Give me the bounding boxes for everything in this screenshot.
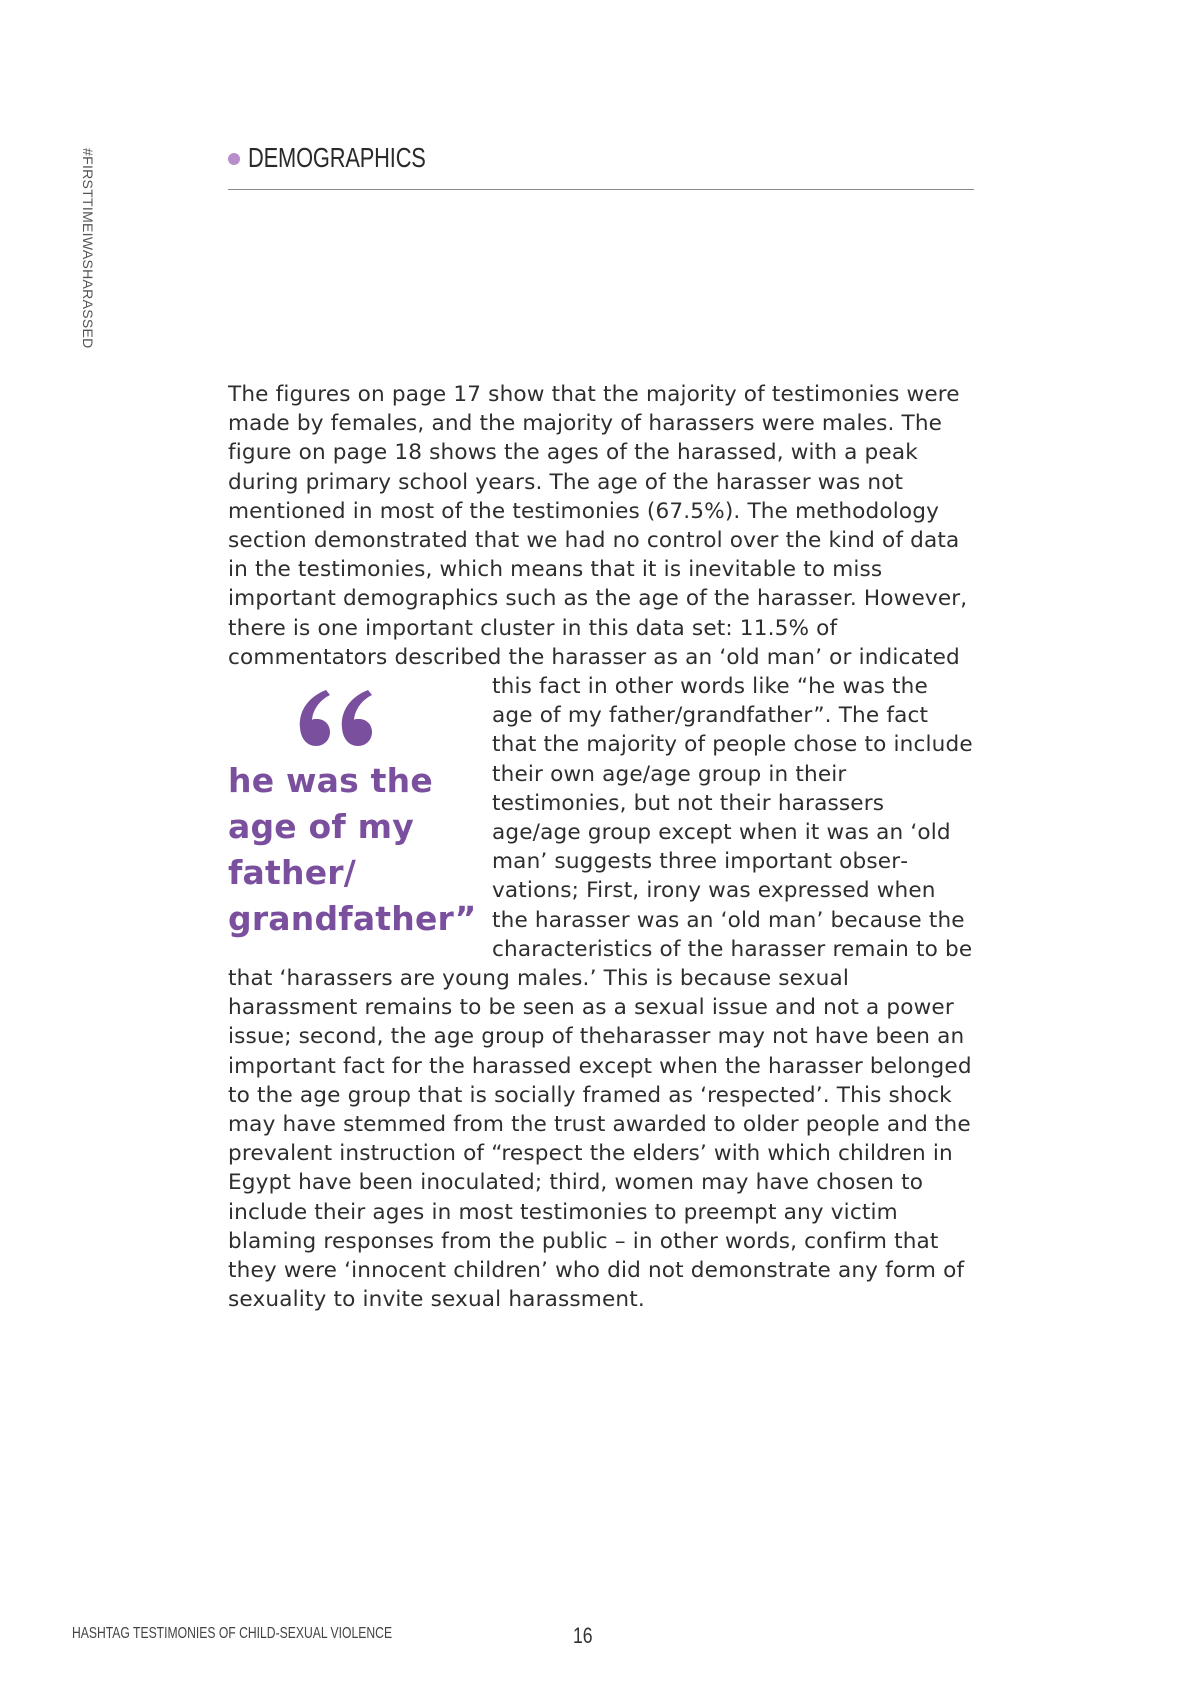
section-bullet-dot <box>228 153 240 165</box>
footer-publication-title: HASHTAG TESTIMONIES OF CHILD-SEXUAL VIOLENCE <box>72 1625 393 1642</box>
side-hashtag: #FIRSTTIMEIWASHARASSED <box>80 148 96 349</box>
pullquote-text: he was the age of my father/ grandfather” <box>228 761 477 939</box>
section-header <box>228 142 476 174</box>
section-title: DEMOGRAPHICS <box>248 142 426 173</box>
section-divider <box>228 189 974 190</box>
open-quote-icon <box>292 684 372 748</box>
pullquote <box>228 678 478 942</box>
paragraph-main: this fact in other words like “he was the age of my father/grandfather”. The fact that the majority of people chose to include their own age/age group in their testimonies, but not their harassers age/age group except when it was an ‘old man’ suggests three important observations; First, irony was expressed when the harasser was an ‘old man’ because the characteristics of the harasser remain to be that ‘harassers are young males.’ This is because sexual harassment remains to be seen as a sexual issue and not a power issue; second, the age group of theharasser may not have been an important fact for the harassed except when the harasser belonged to the age group that is socially framed as ‘respected’. This shock may have stemmed from the trust awarded to older people and the prevalent instruction of “respect the elders’ with which children in Egypt have been inoculated; third, women may have chosen to include their ages in most testimonies to preempt any victim blaming responses from the public – in other words, confirm that they were ‘innocent children’ who did not demonstrate any form of sexuality to invite sexual harassment. <box>228 674 973 1313</box>
paragraph-intro: The figures on page 17 show that the majority of testimonies were made by females, and the majority of harassers were males. The figure on page 18 shows the ages of the harassed, with a peak during primary school years. The age of the harasser was not mentioned in most of the testimonies (67.5%). The methodology section demonstrated that we had no control over the kind of data in the testimonies, which means that it is inevitable to miss important demographics such as the age of the harasser. However, there is one important cluster in this data set: 11.5% of commentators described the harasser as an ‘old man’ or indicated <box>228 382 968 670</box>
article-body <box>228 380 974 1315</box>
page-number: 16 <box>573 1623 593 1648</box>
